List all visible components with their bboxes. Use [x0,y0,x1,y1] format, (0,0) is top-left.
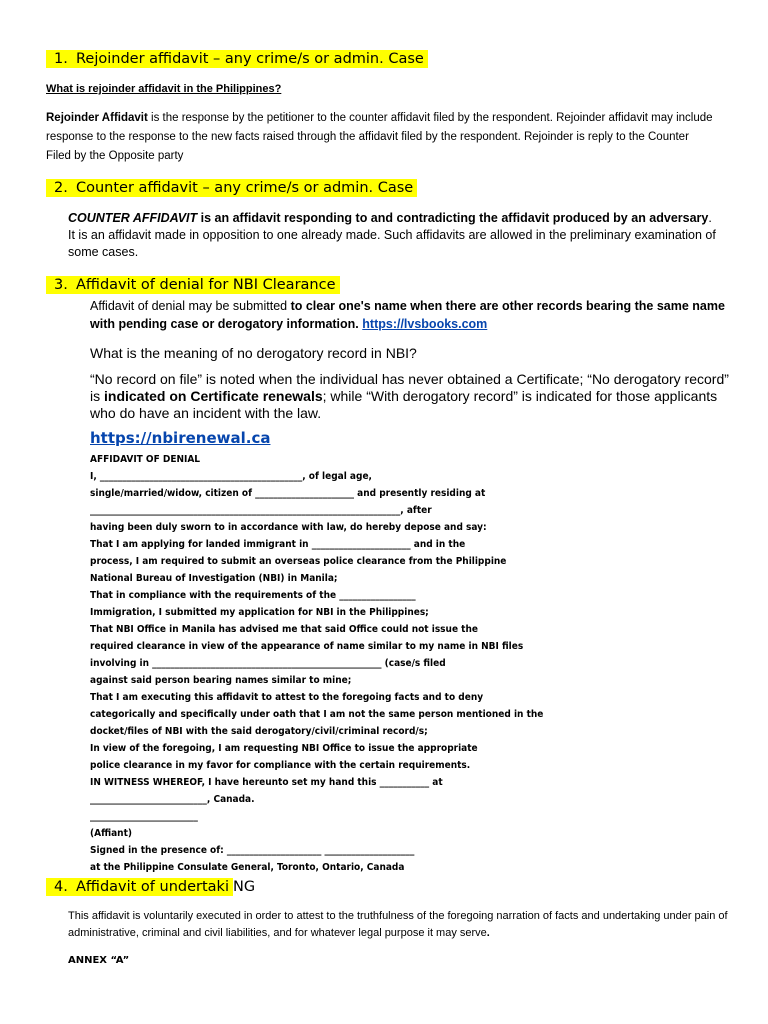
nbi-answer-b: ; while “With derogatory record” is indicated for those applicants who do have an incident with the law. [90,388,718,421]
form-line: police clearance in my favor for compliance with the certain requirements. [90,760,471,771]
rejoinder-body: is the response by the petitioner to the counter affidavit filed by the respondent. Rejoinder affidavit may include response to the response to the new facts raised through the affidavit filed by the respondent. Rejoinder is reply to the Counter Filed by the Opposite party [46,112,713,162]
counter-bold-part: is an affidavit responding to and contradicting the affidavit produced by an adversary [197,211,709,225]
rejoinder-term: Rejoinder Affidavit [46,112,148,124]
form-line: I, _____________________________________________, of legal age, [90,471,372,482]
form-line: That I am applying for landed immigrant in ______________________ and in the [90,539,466,550]
heading-highlight [46,276,340,294]
section-heading-4 [46,877,255,897]
section-number: 2. [54,180,68,196]
form-line: _____________________________________________________________________, after [90,505,432,516]
form-line: That NBI Office in Manila has advised me that said Office could not issue the [90,624,478,635]
lvsbooks-link[interactable]: https://lvsbooks.com [362,317,488,331]
form-line: IN WITNESS WHEREOF, I have hereunto set my hand this ___________ at [90,777,443,788]
denial-intro-bold: to clear one's name when there are other records bearing the same name with pending case or derogatory information. [90,299,725,331]
form-line: In view of the foregoing, I am requesting NBI Office to issue the appropriate [90,743,478,754]
form-line: Signed in the presence of: _____________________ ____________________ [90,845,415,856]
form-line: (Affiant) [90,828,132,839]
section-heading-2 [46,178,417,198]
undertaking-paragraph [68,908,738,942]
section-title: Affidavit of undertaki [76,879,229,895]
section-title: Counter affidavit – any crime/s or admin. Case [76,180,414,196]
section-title: Affidavit of denial for NBI Clearance [76,277,336,293]
counter-paragraph [68,210,718,261]
rejoinder-question: What is rejoinder affidavit in the Philippines? [46,83,282,95]
section-title: Rejoinder affidavit – any crime/s or admin. Case [76,51,424,67]
annex-label: ANNEX “A” [68,955,130,966]
form-line: categorically and specifically under oath that I am not the same person mentioned in the [90,709,544,720]
undertaking-end: . [486,927,490,939]
form-line: That I am executing this affidavit to attest to the foregoing facts and to deny [90,692,484,703]
nbi-answer-bold: indicated on Certificate renewals [104,388,323,404]
denial-intro: Affidavit of denial may be submitted [90,299,291,313]
form-line: at the Philippine Consulate General, Toronto, Ontario, Canada [90,862,405,873]
form-line: involving in ___________________________________________________ (case/s filed [90,658,446,669]
section-number: 1. [54,51,68,67]
form-line: __________________________, Canada. [90,794,255,805]
form-line: single/married/widow, citizen of ______________________ and presently residing at [90,488,486,499]
nbi-question: What is the meaning of no derogatory record in NBI? [90,345,417,361]
form-line: Immigration, I submitted my application for NBI in the Philippines; [90,607,429,618]
section-heading-3 [46,275,340,295]
denial-intro-paragraph [90,297,730,333]
section-number: 3. [54,277,68,293]
rejoinder-paragraph [46,109,716,166]
nbi-answer-paragraph [90,371,730,422]
form-line: That in compliance with the requirements of the _________________ [90,590,416,601]
nbi-answer-a: “No record on file” is noted when the individual has never obtained a Certificate; “No derogatory record” is [90,371,729,404]
form-line: ________________________ [90,811,198,822]
form-line: against said person bearing names similar to mine; [90,675,352,686]
form-line: docket/files of NBI with the said derogatory/civil/criminal record/s; [90,726,428,737]
nbirenewal-link[interactable]: https://nbirenewal.ca [90,429,271,447]
section-title-rest: NG [232,879,256,895]
form-line: having been duly sworn to in accordance with law, do hereby depose and say: [90,522,487,533]
section-number: 4. [54,879,68,895]
form-line: process, I am required to submit an overseas police clearance from the Philippine [90,556,507,567]
section-heading-1 [46,49,428,69]
affidavit-of-denial-form [90,451,560,876]
heading-highlight [46,878,255,896]
undertaking-body: This affidavit is voluntarily executed in order to attest to the truthfulness of the foregoing narration of facts and undertaking under pain of administrative, criminal and civil liabilities, and for whatever legal purpose it may serve [68,910,728,939]
counter-rest: . It is an affidavit made in opposition to one already made. Such affidavits are allowed in the preliminary examination of some cases. [68,211,716,259]
form-line: AFFIDAVIT OF DENIAL [90,454,201,465]
form-line: National Bureau of Investigation (NBI) in Manila; [90,573,338,584]
counter-term: COUNTER AFFIDAVIT [68,211,198,225]
form-line: required clearance in view of the appearance of name similar to my name in NBI files [90,641,524,652]
heading-highlight [46,179,417,197]
heading-highlight [46,50,428,68]
